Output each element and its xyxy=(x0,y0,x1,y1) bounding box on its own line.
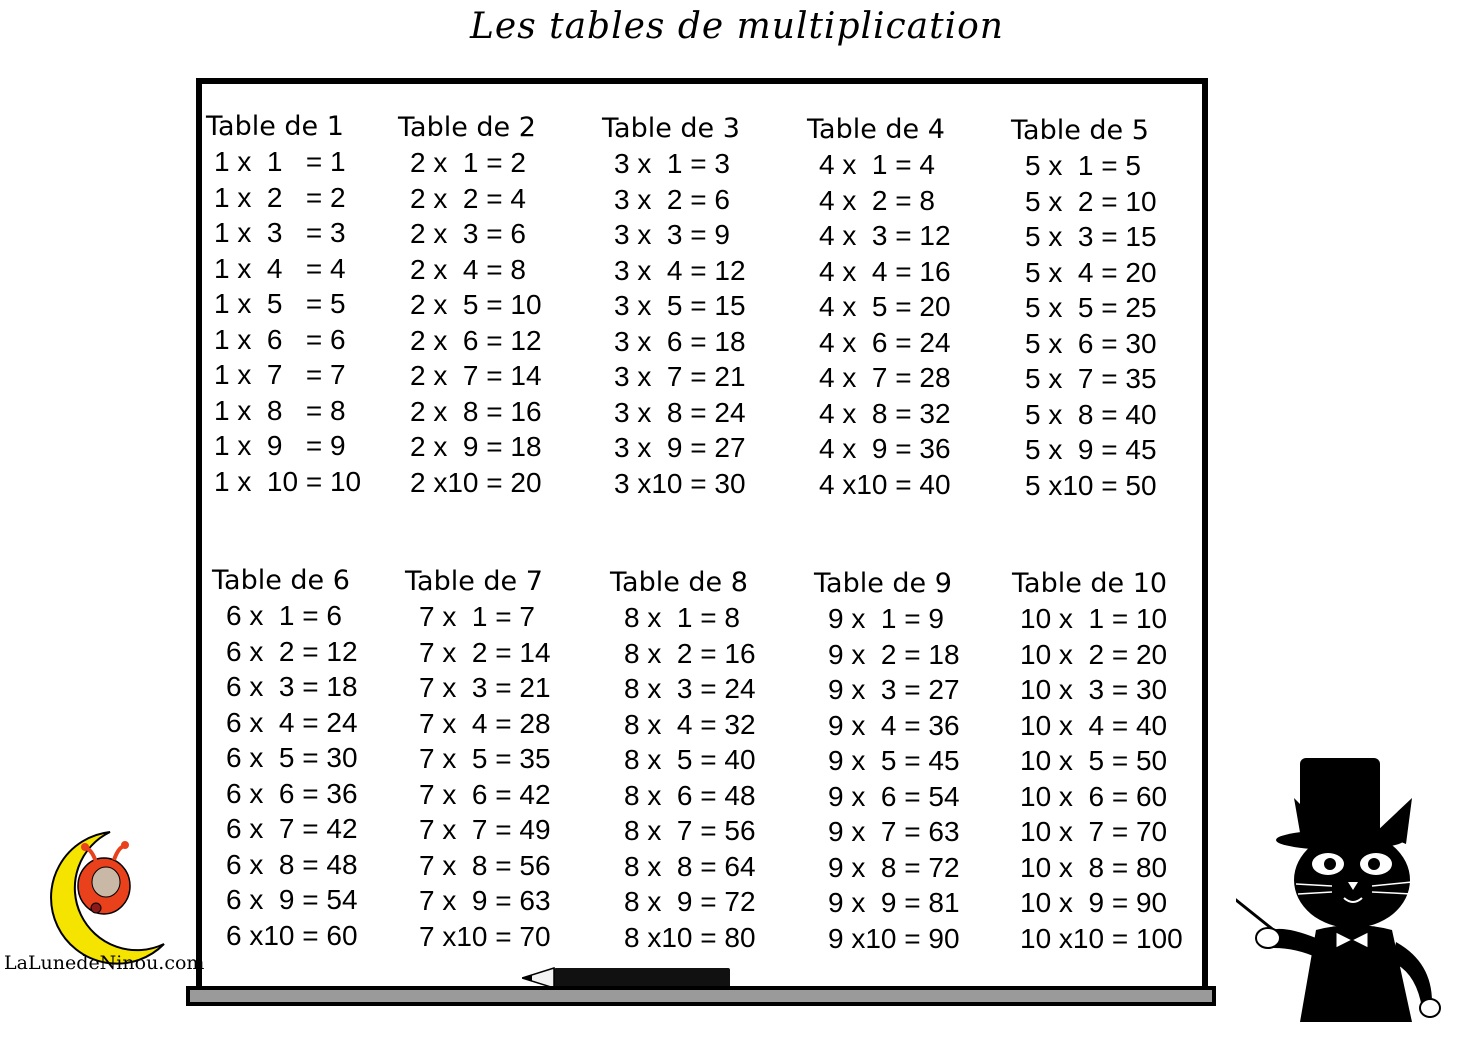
table-row: 10 x 1 = 10 xyxy=(1020,603,1168,634)
table-row: 7 x 1 = 7 xyxy=(419,601,535,632)
table-row: 2 x 1 = 2 xyxy=(410,147,526,178)
table-rows xyxy=(226,598,358,953)
table-rows xyxy=(819,147,951,502)
table-title: Table de 10 xyxy=(1012,568,1168,599)
table-row: 7 x10 = 70 xyxy=(419,920,551,952)
cat-teacher-icon xyxy=(1236,752,1456,1032)
table-row: 3 x10 = 30 xyxy=(614,467,746,499)
table-row: 7 x 8 = 56 xyxy=(419,849,551,881)
moon-logo-icon xyxy=(22,826,172,966)
table-row: 7 x 4 = 28 xyxy=(419,707,551,739)
table-row: 4 x 4 = 16 xyxy=(819,255,951,287)
table-row: 5 x 4 = 20 xyxy=(1025,256,1157,288)
table-rows xyxy=(624,600,756,955)
table-4 xyxy=(807,113,951,502)
table-2 xyxy=(398,111,542,500)
whiteboard xyxy=(196,78,1208,998)
table-row: 3 x 5 = 15 xyxy=(614,290,746,321)
table-row: 5 x 5 = 25 xyxy=(1025,292,1157,323)
table-rows xyxy=(1025,148,1157,503)
table-row: 3 x 2 = 6 xyxy=(614,183,730,215)
table-title: Table de 2 xyxy=(398,112,536,143)
table-row: 10 x 8 = 80 xyxy=(1020,851,1168,883)
table-row: 10 x 2 = 20 xyxy=(1020,638,1168,670)
table-row: 1 x 4 = 4 xyxy=(214,252,346,284)
table-row: 2 x 2 = 4 xyxy=(410,182,526,214)
site-credit: LaLunedeNinou.com xyxy=(4,952,205,974)
table-7 xyxy=(405,565,551,954)
table-rows xyxy=(614,146,746,501)
table-row: 4 x 3 = 12 xyxy=(819,220,951,251)
table-row: 9 x 7 = 63 xyxy=(828,816,960,847)
table-rows xyxy=(419,599,551,954)
table-row: 7 x 6 = 42 xyxy=(419,778,551,810)
table-rows xyxy=(1020,601,1183,956)
table-title: Table de 4 xyxy=(807,114,945,145)
table-title: Table de 7 xyxy=(405,566,543,597)
table-row: 7 x 5 = 35 xyxy=(419,743,551,774)
table-rows xyxy=(410,145,542,500)
table-row: 8 x 1 = 8 xyxy=(624,602,740,633)
table-row: 1 x 2 = 2 xyxy=(214,181,346,213)
table-row: 10 x 5 = 50 xyxy=(1020,745,1168,776)
table-6 xyxy=(212,564,358,953)
table-row: 1 x 6 = 6 xyxy=(214,323,346,355)
table-row: 4 x 1 = 4 xyxy=(819,149,935,180)
table-row: 3 x 8 = 24 xyxy=(614,396,746,428)
table-title: Table de 5 xyxy=(1011,115,1149,146)
table-row: 10 x 6 = 60 xyxy=(1020,780,1168,812)
table-title: Table de 6 xyxy=(212,565,350,596)
table-row: 5 x 8 = 40 xyxy=(1025,398,1157,430)
table-row: 8 x 4 = 32 xyxy=(624,708,756,740)
table-row: 2 x 6 = 12 xyxy=(410,324,542,356)
table-row: 4 x10 = 40 xyxy=(819,468,951,500)
table-row: 8 x 5 = 40 xyxy=(624,744,756,775)
table-row: 1 x 7 = 7 xyxy=(214,359,346,390)
table-row: 9 x 1 = 9 xyxy=(828,603,944,634)
table-row: 6 x 5 = 30 xyxy=(226,742,358,773)
table-row: 5 x 2 = 10 xyxy=(1025,185,1157,217)
table-row: 4 x 6 = 24 xyxy=(819,326,951,358)
table-row: 8 x 2 = 16 xyxy=(624,637,756,669)
table-row: 9 x 6 = 54 xyxy=(828,780,960,812)
table-row: 9 x 5 = 45 xyxy=(828,745,960,776)
table-row: 2 x 7 = 14 xyxy=(410,360,542,391)
table-row: 4 x 7 = 28 xyxy=(819,362,951,393)
table-row: 3 x 9 = 27 xyxy=(614,432,746,463)
table-row: 9 x 4 = 36 xyxy=(828,709,960,741)
table-row: 2 x 4 = 8 xyxy=(410,253,526,285)
table-row: 5 x10 = 50 xyxy=(1025,469,1157,501)
table-title: Table de 8 xyxy=(610,567,748,598)
table-row: 6 x 8 = 48 xyxy=(226,848,358,880)
table-title: Table de 9 xyxy=(814,568,952,599)
table-row: 4 x 8 = 32 xyxy=(819,397,951,429)
table-row: 10 x10 = 100 xyxy=(1020,922,1183,954)
table-row: 9 x10 = 90 xyxy=(828,922,960,954)
table-row: 1 x 3 = 3 xyxy=(214,217,346,248)
table-row: 7 x 2 = 14 xyxy=(419,636,551,668)
table-row: 9 x 9 = 81 xyxy=(828,887,960,918)
table-row: 6 x 1 = 6 xyxy=(226,600,342,631)
table-row: 7 x 3 = 21 xyxy=(419,672,551,703)
table-row: 8 x 8 = 64 xyxy=(624,850,756,882)
table-row: 8 x 6 = 48 xyxy=(624,779,756,811)
table-row: 1 x 9 = 9 xyxy=(214,430,346,461)
table-row: 10 x 9 = 90 xyxy=(1020,887,1168,918)
table-row: 6 x 3 = 18 xyxy=(226,671,358,702)
table-row: 3 x 1 = 3 xyxy=(614,148,730,179)
table-row: 5 x 3 = 15 xyxy=(1025,221,1157,252)
table-row: 5 x 1 = 5 xyxy=(1025,150,1141,181)
table-row: 4 x 5 = 20 xyxy=(819,291,951,322)
table-row: 10 x 3 = 30 xyxy=(1020,674,1168,705)
table-row: 2 x 3 = 6 xyxy=(410,218,526,249)
table-row: 6 x 4 = 24 xyxy=(226,706,358,738)
table-row: 10 x 4 = 40 xyxy=(1020,709,1168,741)
table-row: 5 x 7 = 35 xyxy=(1025,363,1157,394)
table-row: 8 x10 = 80 xyxy=(624,921,756,953)
table-row: 2 x10 = 20 xyxy=(410,466,542,498)
table-row: 9 x 2 = 18 xyxy=(828,638,960,670)
table-row: 8 x 3 = 24 xyxy=(624,673,756,704)
table-row: 1 x 1 = 1 xyxy=(214,146,346,177)
table-row: 2 x 8 = 16 xyxy=(410,395,542,427)
table-3 xyxy=(602,112,746,501)
table-9 xyxy=(814,567,960,956)
table-row: 3 x 7 = 21 xyxy=(614,361,746,392)
table-row: 8 x 7 = 56 xyxy=(624,815,756,846)
table-row: 3 x 6 = 18 xyxy=(614,325,746,357)
table-title: Table de 1 xyxy=(206,111,344,142)
table-row: 3 x 3 = 9 xyxy=(614,219,730,250)
table-row: 6 x 6 = 36 xyxy=(226,777,358,809)
table-10 xyxy=(1012,567,1183,956)
table-row: 4 x 2 = 8 xyxy=(819,184,935,216)
table-row: 6 x10 = 60 xyxy=(226,919,358,951)
table-row: 5 x 9 = 45 xyxy=(1025,434,1157,465)
table-row: 6 x 7 = 42 xyxy=(226,813,358,844)
table-row: 1 x 10 = 10 xyxy=(214,465,362,497)
table-row: 9 x 8 = 72 xyxy=(828,851,960,883)
page-title: Les tables de multiplication xyxy=(470,6,1004,47)
table-rows xyxy=(828,601,960,956)
table-row: 9 x 3 = 27 xyxy=(828,674,960,705)
table-8 xyxy=(610,566,756,955)
table-row: 1 x 5 = 5 xyxy=(214,288,346,319)
table-row: 5 x 6 = 30 xyxy=(1025,327,1157,359)
table-row: 2 x 9 = 18 xyxy=(410,431,542,462)
table-row: 6 x 9 = 54 xyxy=(226,884,358,915)
table-5 xyxy=(1011,114,1157,503)
table-row: 4 x 9 = 36 xyxy=(819,433,951,464)
table-title: Table de 3 xyxy=(602,113,740,144)
table-row: 7 x 7 = 49 xyxy=(419,814,551,845)
table-rows xyxy=(214,144,361,499)
table-row: 2 x 5 = 10 xyxy=(410,289,542,320)
table-row: 10 x 7 = 70 xyxy=(1020,816,1168,847)
table-row: 8 x 9 = 72 xyxy=(624,886,756,917)
table-row: 1 x 8 = 8 xyxy=(214,394,346,426)
table-1 xyxy=(206,110,361,499)
board-tray xyxy=(186,986,1216,1006)
table-row: 7 x 9 = 63 xyxy=(419,885,551,916)
table-row: 6 x 2 = 12 xyxy=(226,635,358,667)
table-row: 3 x 4 = 12 xyxy=(614,254,746,286)
